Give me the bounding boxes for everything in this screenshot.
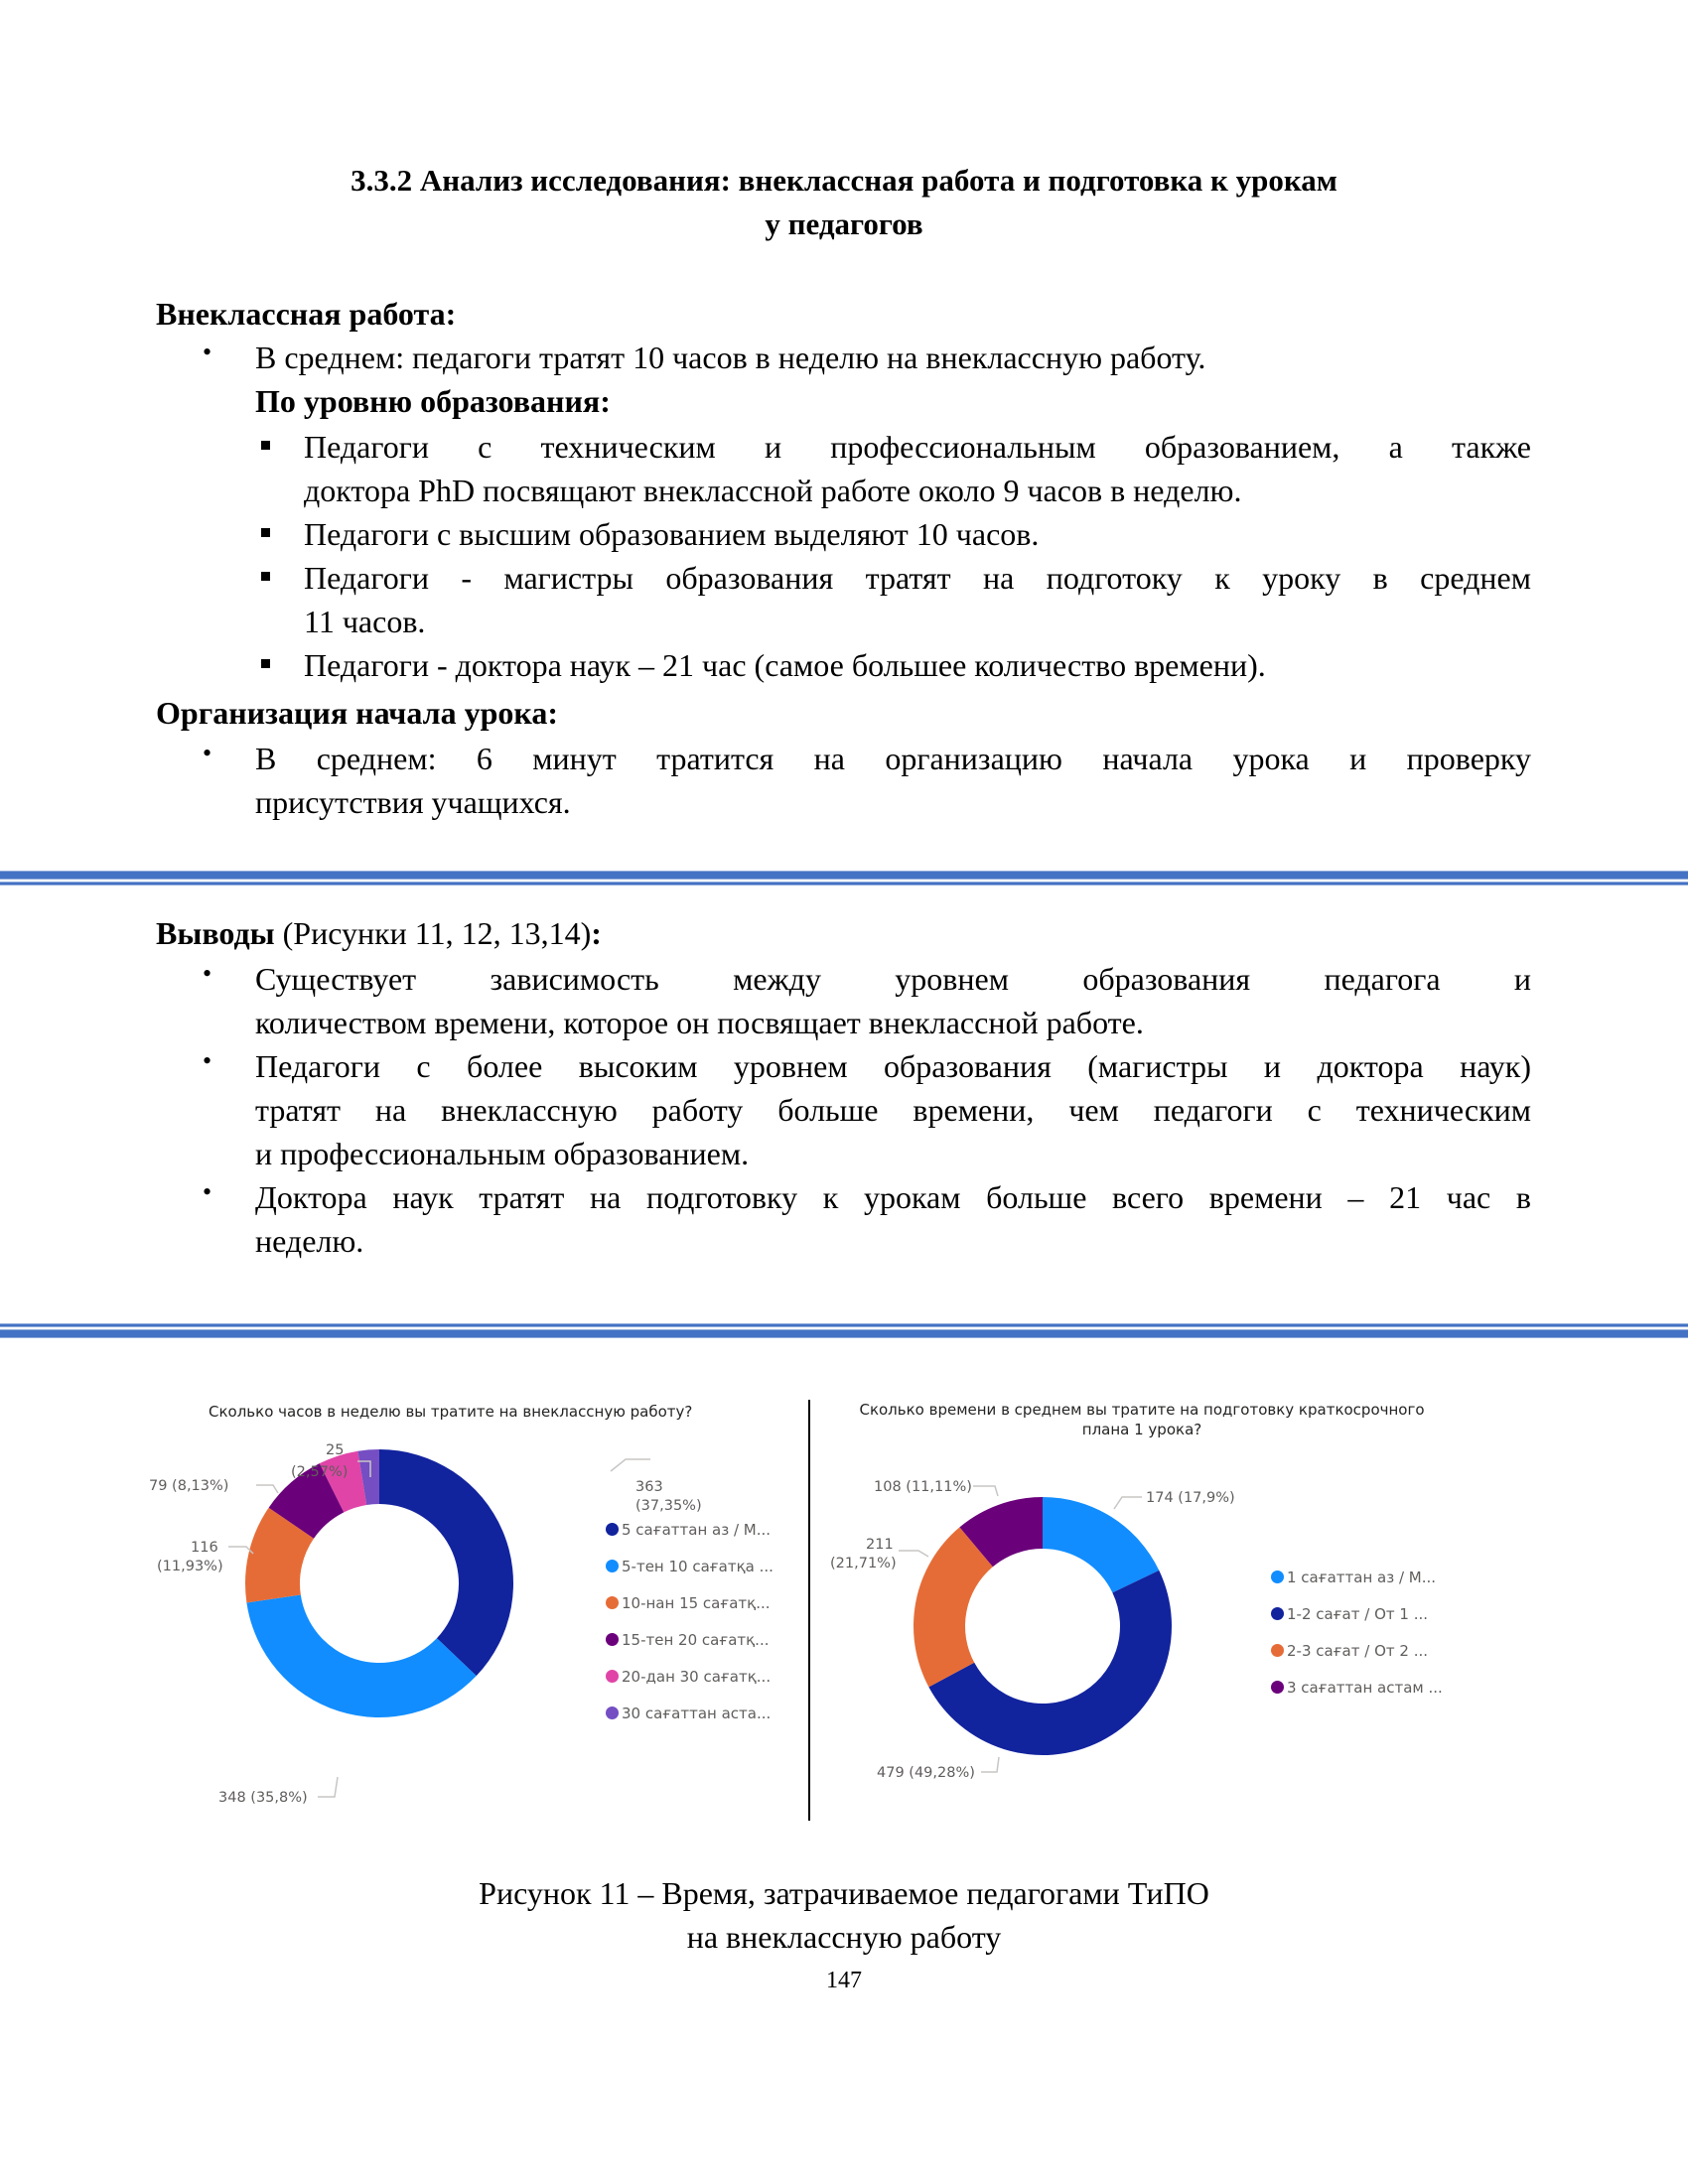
section-heading-line1: 3.3.2 Анализ исследования: внеклассная работа и подготовка к урокам xyxy=(351,163,1337,198)
donut-slice[interactable] xyxy=(1043,1497,1159,1592)
data-label: 174 (17,9%) xyxy=(1146,1490,1235,1506)
leader-line xyxy=(318,1777,338,1797)
leader-line xyxy=(1114,1497,1142,1509)
figure-caption-line1: Рисунок 11 – Время, затрачиваемое педагогами ТиПО xyxy=(479,1875,1209,1911)
square-bullet-icon xyxy=(261,441,270,450)
legend-dot-icon xyxy=(1271,1644,1284,1657)
leader-line xyxy=(256,1485,278,1493)
legend-item[interactable]: 1-2 сағат / От 1 ... xyxy=(1271,1605,1428,1623)
legend-dot-icon xyxy=(606,1670,619,1683)
data-label: 348 (35,8%) xyxy=(218,1790,308,1806)
legend-dot-icon xyxy=(606,1560,619,1572)
figure-caption xyxy=(0,1871,1688,1959)
legend-item[interactable]: 1 сағаттан аз / М... xyxy=(1271,1569,1436,1586)
extracurricular-title: Внеклассная работа: xyxy=(156,296,457,332)
legend-dot-icon xyxy=(606,1706,619,1719)
bullet-icon: • xyxy=(203,739,212,767)
conclusions-title xyxy=(156,911,602,955)
donut-left-slices xyxy=(245,1449,513,1717)
leader-line xyxy=(973,1486,998,1496)
bullet-icon: • xyxy=(203,959,212,988)
chart-right-donut xyxy=(814,1469,1271,1797)
square-bullet-icon xyxy=(261,659,270,668)
legend-item[interactable]: 30 сағаттан аста... xyxy=(606,1705,771,1722)
extracurricular-average: В среднем: педагоги тратят 10 часов в неделю на внеклассную работу. xyxy=(255,340,1206,375)
lesson-start-line1: В среднем: 6 минут тратится на организацию начала урока и проверку xyxy=(255,741,1531,776)
education-level-subheading: По уровню образования: xyxy=(255,383,611,419)
legend-item[interactable]: 10-нан 15 сағатқ... xyxy=(606,1594,771,1612)
conclusion-1-line2: количеством времени, которое он посвящает внеклассной работе. xyxy=(255,1005,1144,1040)
square-bullet-icon xyxy=(261,528,270,537)
separator-thick xyxy=(0,1329,1688,1338)
donut-right-slices xyxy=(914,1497,1172,1755)
separator-thick xyxy=(0,871,1688,880)
data-label: 79 (8,13%) xyxy=(149,1478,229,1494)
data-label: (2,57%) xyxy=(291,1464,349,1480)
data-label: (37,35%) xyxy=(635,1498,702,1514)
education-item-4: Педагоги - доктора наук – 21 час (самое большее количество времени). xyxy=(304,647,1266,683)
lesson-start-line2: присутствия учащихся. xyxy=(255,784,571,820)
conclusions-title-bold: Выводы xyxy=(156,915,275,951)
bullet-icon: • xyxy=(203,338,212,366)
data-label: 116 xyxy=(191,1540,218,1556)
figure-caption-line2: на внеклассную работу xyxy=(686,1919,1002,1955)
data-label: 363 xyxy=(635,1479,663,1495)
chart-right-title xyxy=(814,1400,1470,1439)
legend-item[interactable]: 20-дан 30 сағатқ... xyxy=(606,1668,771,1686)
donut-slice[interactable] xyxy=(379,1449,513,1676)
education-item-3-line1: Педагоги - магистры образования тратят на подготоку к уроку в среднем xyxy=(304,560,1531,596)
conclusion-3-line2: неделю. xyxy=(255,1223,364,1259)
donut-slice[interactable] xyxy=(246,1595,476,1717)
conclusion-3-line1: Доктора наук тратят на подготовку к урокам больше всего времени – 21 час в xyxy=(255,1179,1531,1215)
legend-item[interactable]: 2-3 сағат / От 2 ... xyxy=(1271,1642,1428,1660)
separator-thin xyxy=(0,882,1688,886)
education-item-3-line2: 11 часов. xyxy=(304,604,426,639)
data-label: 211 xyxy=(866,1537,894,1553)
legend-dot-icon xyxy=(1271,1570,1284,1583)
education-item-1-line2: доктора PhD посвящают внеклассной работе около 9 часов в неделю. xyxy=(304,473,1242,508)
lesson-start-title: Организация начала урока: xyxy=(156,695,558,731)
chart-right-title-line1: Сколько времени в среднем вы тратите на подготовку краткосрочного xyxy=(859,1401,1425,1419)
section-heading-line2: у педагогов xyxy=(765,206,923,241)
legend-item[interactable]: 15-тен 20 сағатқ... xyxy=(606,1631,769,1649)
conclusions-figure-ref: (Рисунки 11, 12, 13,14) xyxy=(274,915,592,951)
legend-item[interactable]: 5 сағаттан аз / М... xyxy=(606,1521,771,1539)
data-label: 25 xyxy=(326,1442,345,1458)
conclusion-2-line2: тратят на внеклассную работу больше времени, чем педагоги с техническим xyxy=(255,1092,1531,1128)
page-number: 147 xyxy=(826,1968,862,1993)
data-label: 108 (11,11%) xyxy=(874,1479,972,1495)
legend-item[interactable]: 5-тен 10 сағатқа ... xyxy=(606,1558,774,1575)
legend-item[interactable]: 3 сағаттан астам ... xyxy=(1271,1679,1443,1697)
education-item-2: Педагоги с высшим образованием выделяют 10 часов. xyxy=(304,516,1040,552)
square-bullet-icon xyxy=(261,572,270,581)
legend-dot-icon xyxy=(606,1633,619,1646)
legend-dot-icon xyxy=(606,1523,619,1536)
leader-line xyxy=(899,1551,928,1557)
bullet-icon: • xyxy=(203,1177,212,1206)
data-label: 479 (49,28%) xyxy=(877,1765,975,1781)
legend-dot-icon xyxy=(1271,1681,1284,1694)
bullet-icon: • xyxy=(203,1046,212,1075)
chart-right-title-line2: плана 1 урока? xyxy=(1081,1421,1202,1438)
data-label: (21,71%) xyxy=(830,1556,897,1571)
legend-dot-icon xyxy=(1271,1607,1284,1620)
leader-line xyxy=(981,1757,999,1772)
chart-divider xyxy=(808,1400,810,1821)
legend-dot-icon xyxy=(606,1596,619,1609)
conclusions-colon: : xyxy=(591,915,602,951)
chart-left-title: Сколько часов в неделю вы тратите на внеклассную работу? xyxy=(209,1403,693,1421)
data-label: (11,93%) xyxy=(157,1559,223,1574)
conclusion-2-line3: и профессиональным образованием. xyxy=(255,1136,750,1171)
conclusion-2-line1: Педагоги с более высоким уровнем образования (магистры и доктора наук) xyxy=(255,1048,1531,1084)
education-item-1-line1: Педагоги с техническим и профессиональным образованием, а также xyxy=(304,429,1531,465)
conclusion-1-line1: Существует зависимость между уровнем образования педагога и xyxy=(255,961,1531,997)
separator-thin xyxy=(0,1323,1688,1327)
chart-left-donut xyxy=(149,1430,804,1827)
section-heading xyxy=(0,159,1688,246)
leader-line xyxy=(611,1459,650,1471)
